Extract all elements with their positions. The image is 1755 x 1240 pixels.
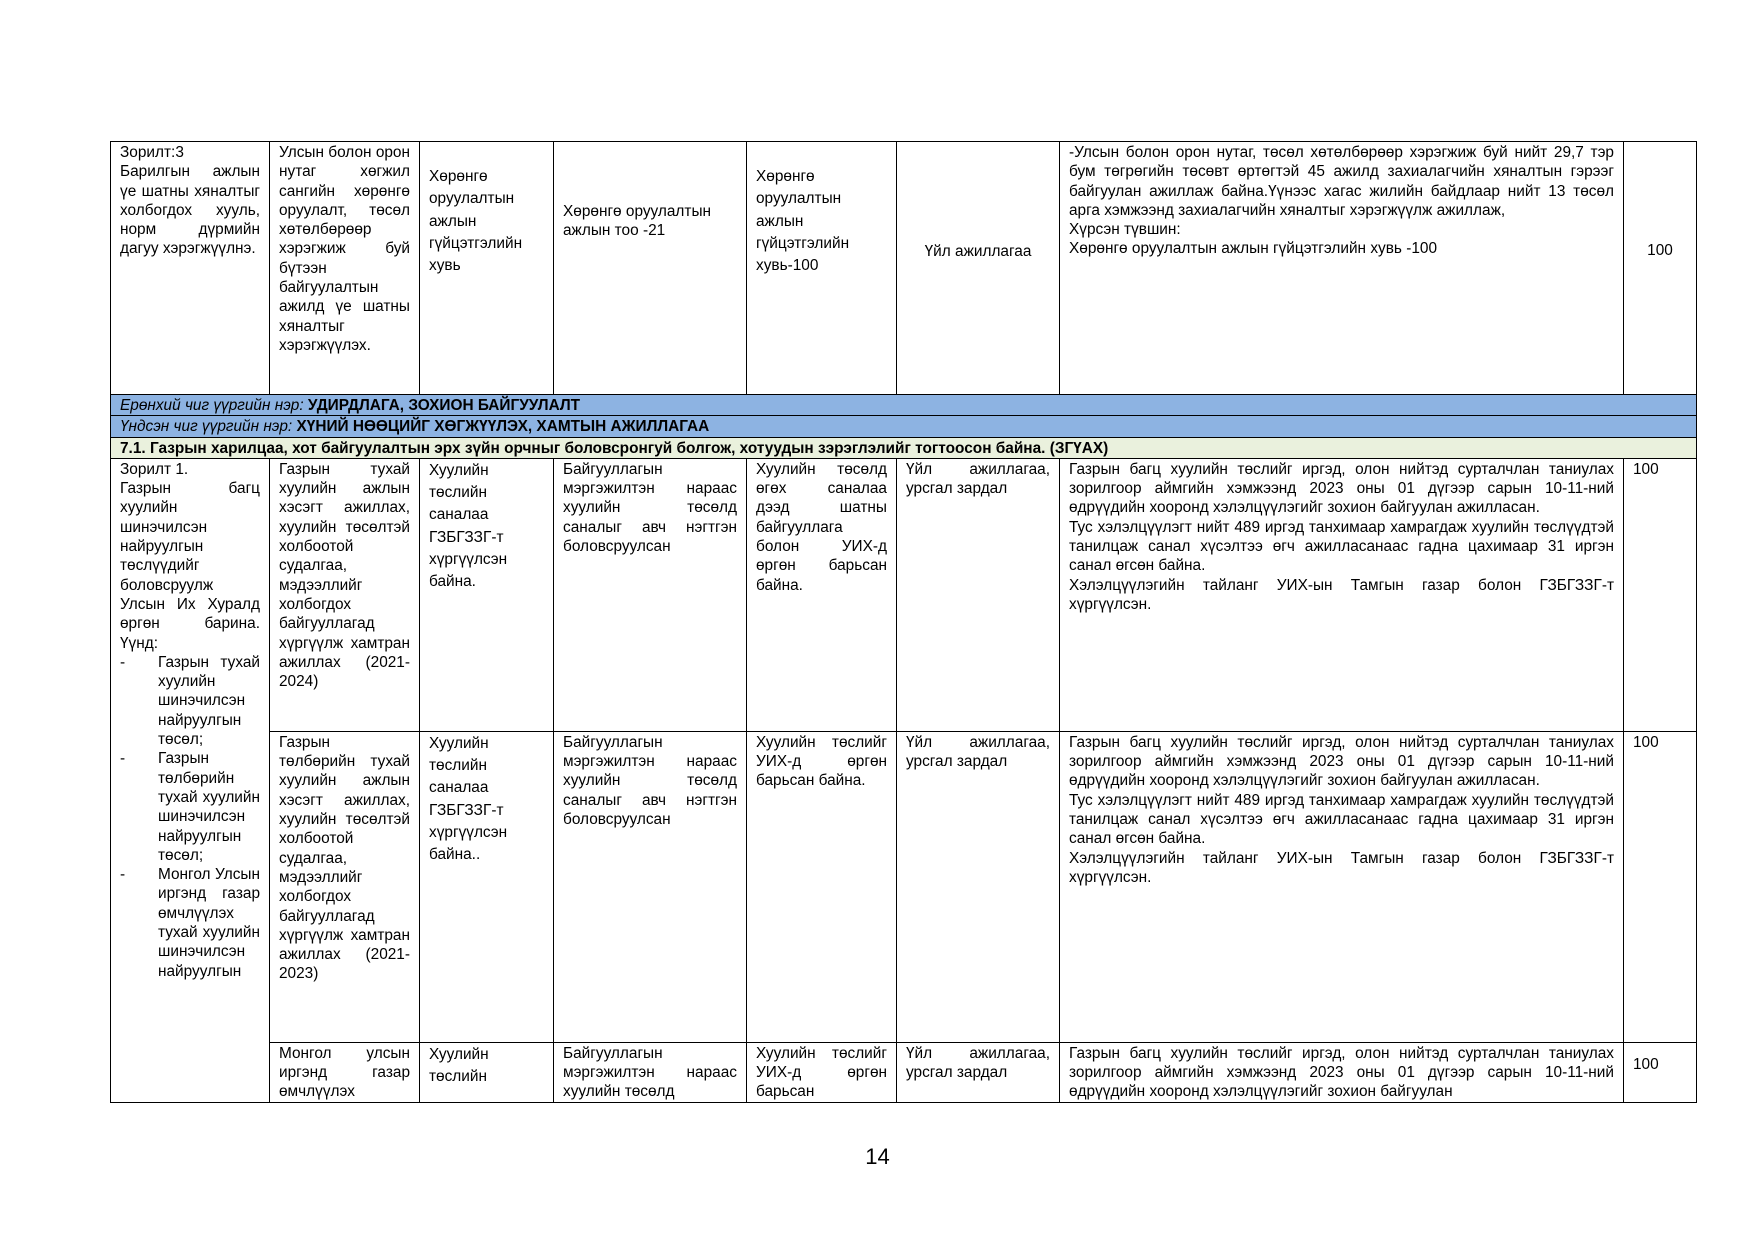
funding-cell: Үйл ажиллагаа, урсгал зардал	[897, 1042, 1060, 1102]
activity-cell: Газрын тухай хуулийн ажлын хэсэгт ажиллах, хуулийн төсөлтэй холбоотой судалгаа, мэдээллийг холбогдох байгууллагад хүргүүлж хамтран ажиллах (2021-2024)	[270, 458, 420, 731]
baseline-cell: Байгууллагын мэргэжилтэн нараас хуулийн төсөлд	[554, 1042, 747, 1102]
function-label: Ерөнхий чиг үүргийн нэр:	[120, 397, 304, 414]
goal-items-list	[120, 653, 260, 981]
target-cell: Хуулийн төсөлд өгөх саналаа дээд шатны байгууллага болон УИХ-д өргөн барьсан байна.	[747, 458, 897, 731]
table-row	[111, 458, 1697, 731]
indicator-cell: Хуулийн төслийн саналаа ГЗБГЗЗГ-т хүргүүлсэн байна..	[420, 731, 554, 1042]
progress-cell: -Улсын болон орон нутаг, төсөл хөтөлбөрөөр хэрэгжиж буй нийт 29,7 тэр бум төгрөгийн төсөвт өртөгтэй 45 ажилд захиалагчийн хяналтын гэрээг байгуулан ажиллаж байна.Үүнээс хагас жилийн байдлаар нийт 13 төсөл арга хэмжээнд захиалагчийн хяналтыг хэрэгжүүлж ажиллаж, Хүрсэн түвшин: Хөрөнгө оруулалтын ажлын гүйцэтгэлийн хувь -100	[1060, 142, 1624, 395]
table-row	[111, 142, 1697, 395]
score-cell: 100	[1624, 142, 1697, 395]
score-cell: 100	[1624, 731, 1697, 1042]
section-band	[111, 437, 1697, 458]
target-cell: Хөрөнгө оруулалтын ажлын гүйцэтгэлийн хувь-100	[747, 142, 897, 395]
progress-cell: Газрын багц хуулийн төслийг иргэд, олон нийтэд сурталчлан таниулах зорилгоор аймгийн хэмжээнд 2023 оны 01 дүгээр сарын 10-11-ний өдрүүдийн хооронд хэлэлцүүлэгийг зохион байгуулан ажилласан. Тус хэлэлцүүлэгт нийт 489 иргэд танхимаар хамрагдаж хуулийн төслүүдтэй танилцаж санал хүсэлтээ өгч ажилласанаас гадна цахимаар 31 иргэн санал өгсөн байна. Хэлэлцүүлэгийн тайланг УИХ-ын Тамгын газар болон ГЗБГЗЗГ-т хүргүүлсэн.	[1060, 458, 1624, 731]
activity-cell: Монгол улсын иргэнд газар өмчлүүлэх	[270, 1042, 420, 1102]
target-cell: Хуулийн төслийг УИХ-д өргөн барьсан байна.	[747, 731, 897, 1042]
indicator-cell: Хуулийн төслийн	[420, 1042, 554, 1102]
baseline-cell: Байгууллагын мэргэжилтэн нараас хуулийн төсөлд саналыг авч нэгтгэн боловсруулсан	[554, 458, 747, 731]
progress-cell: Газрын багц хуулийн төслийг иргэд, олон нийтэд сурталчлан таниулах зорилгоор аймгийн хэмжээнд 2023 оны 01 дүгээр сарын 10-11-ний өдрүүдийн хооронд хэлэлцүүлэгийг зохион байгуулан ажилласан. Тус хэлэлцүүлэгт нийт 489 иргэд танхимаар хамрагдаж хуулийн төслүүдтэй танилцаж санал хүсэлтээ өгч ажилласанаас гадна цахимаар 31 иргэн санал өгсөн байна. Хэлэлцүүлэгийн тайланг УИХ-ын Тамгын газар болон ГЗБГЗЗГ-т хүргүүлсэн.	[1060, 731, 1624, 1042]
section-title: 7.1. Газрын харилцаа, хот байгуулалтын эрх зүйн орчныг боловсронгуй болгож, хотуудын зэрэглэлийг тогтоосон байна. (ЗГҮАХ)	[111, 437, 1697, 458]
goal-cell: Зорилт 1. Газрын багц хуулийн шинэчилсэн найруулгын төслүүдийг боловсруулж Улсын Их Хуралд өргөн барина. Үүнд: - Газрын тухай хуулийн шинэчилсэн найруулгын төсөл; - Газрын төлбөрийн тухай хуулийн шинэчилсэн найруулгын төсөл; - Монгол Улсын иргэнд газар өмчлүүлэх тухай хуулийн шинэчилсэн найруулгын	[111, 458, 270, 1102]
core-function-band	[111, 416, 1697, 437]
core-function-value: ХҮНИЙ НӨӨЦИЙГ ХӨГЖҮҮЛЭХ, ХАМТЫН АЖИЛЛАГАА	[296, 418, 710, 436]
indicator-cell: Хөрөнгө оруулалтын ажлын гүйцэтгэлийн хувь	[420, 142, 554, 395]
table-row	[111, 1042, 1697, 1102]
list-item: - Газрын төлбөрийн тухай хуулийн шинэчилсэн найруулгын төсөл;	[120, 749, 260, 865]
function-value: УДИРДЛАГА, ЗОХИОН БАЙГУУЛАЛТ	[307, 397, 581, 414]
funding-cell: Үйл ажиллагаа, урсгал зардал	[897, 458, 1060, 731]
baseline-cell: Байгууллагын мэргэжилтэн нараас хуулийн төсөлд саналыг авч нэгтгэн боловсруулсан	[554, 731, 747, 1042]
goal-cell: Зорилт:3 Барилгын ажлын үе шатны хяналтыг холбогдох хууль, норм дүрмийн дагуу хэрэгжүүлнэ.	[111, 142, 270, 395]
activity-cell: Газрын төлбөрийн тухай хуулийн ажлын хэсэгт ажиллах, хуулийн төсөлтэй холбоотой судалгаа, мэдээллийг холбогдох байгууллагад хүргүүлж хамтран ажиллах (2021-2023)	[270, 731, 420, 1042]
page-number: 14	[865, 1144, 890, 1169]
table-row	[111, 731, 1697, 1042]
funding-cell: Үйл ажиллагаа, урсгал зардал	[897, 731, 1060, 1042]
report-table	[110, 141, 1697, 1103]
activity-cell: Улсын болон орон нутаг хөгжил сангийн хөрөнгө оруулалт, төсөл хөтөлбөрөөр хэрэгжиж буй бүтээн байгуулалтын ажилд үе шатны хяналтыг хэрэгжүүлэх.	[270, 142, 420, 395]
progress-cell: Газрын багц хуулийн төслийг иргэд, олон нийтэд сурталчлан таниулах зорилгоор аймгийн хэмжээнд 2023 оны 01 дүгээр сарын 10-11-ний өдрүүдийн хооронд хэлэлцүүлэгийг зохион байгуулан	[1060, 1042, 1624, 1102]
baseline-cell: Хөрөнгө оруулалтын ажлын тоо -21	[554, 142, 747, 395]
function-band	[111, 395, 1697, 416]
score-cell: 100	[1624, 1042, 1697, 1102]
funding-cell: Үйл ажиллагаа	[897, 142, 1060, 395]
list-item: - Газрын тухай хуулийн шинэчилсэн найруулгын төсөл;	[120, 653, 260, 749]
indicator-cell: Хуулийн төслийн саналаа ГЗБГЗЗГ-т хүргүүлсэн байна.	[420, 458, 554, 731]
target-cell: Хуулийн төслийг УИХ-д өргөн барьсан	[747, 1042, 897, 1102]
list-item: - Монгол Улсын иргэнд газар өмчлүүлэх тухай хуулийн шинэчилсэн найруулгын	[120, 865, 260, 981]
core-function-label: Үндсэн чиг үүргийн нэр:	[120, 418, 293, 436]
score-cell: 100	[1624, 458, 1697, 731]
